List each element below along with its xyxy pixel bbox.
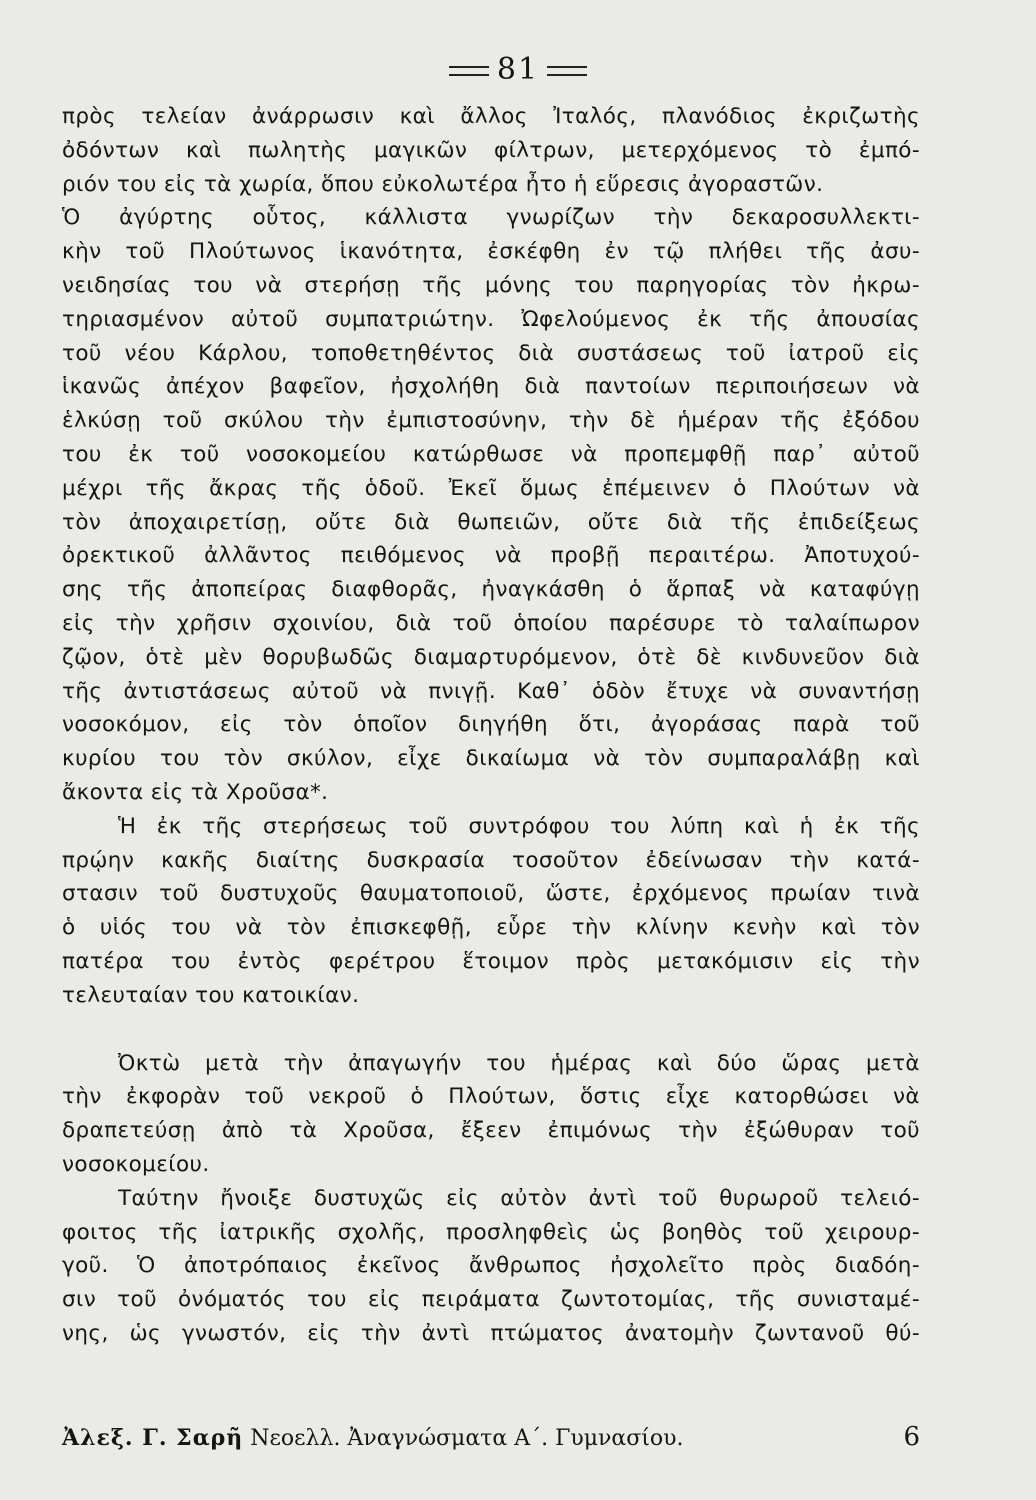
paragraph-gap (62, 1013, 920, 1047)
text-line: μέχρι τῆς ἄκρας τῆς ὁδοῦ. Ἐκεῖ ὅμως ἐπέμεινεν ὁ Πλούτων νὰ (62, 475, 920, 501)
double-rule-right (547, 66, 587, 76)
text-line: τῆς ἀντιστάσεως αὐτοῦ νὰ πνιγῇ. Καθ᾽ ὁδὸν ἔτυχε νὰ συναντήσῃ (62, 678, 920, 704)
text-line: ὀρεκτικοῦ ἀλλᾶντος πειθόμενος νὰ προβῇ περαιτέρω. Ἀποτυχού- (62, 543, 920, 569)
text-line: πρῴην κακῆς διαίτης δυσκρασία τοσοῦτον ἐδείνωσαν τὴν κατά- (62, 847, 920, 873)
text-line: δραπετεύσῃ ἀπὸ τὰ Χροῦσα, ἔξεεν ἐπιμόνως τὴν ἐξώθυραν τοῦ (62, 1118, 920, 1144)
page-footer (62, 1422, 920, 1452)
text-line: ζῷον, ὁτὲ μὲν θορυβωδῶς διαμαρτυρόμενον, ὁτὲ δὲ κινδυνεῦον διὰ (62, 644, 920, 670)
text-line: τηριασμένον αὐτοῦ συμπατριώτην. Ὠφελούμενος ἐκ τῆς ἀπουσίας (62, 306, 920, 332)
text-line: ριόν του εἰς τὰ χωρία, ὅπου εὐκολωτέρα ἦτο ἡ εὕρεσις ἀγοραστῶν. (62, 171, 824, 197)
double-rule-left (449, 66, 489, 76)
text-line: ἱκανῶς ἀπέχον βαφεῖον, ἠσχολήθη διὰ παντοίων περιποιήσεων νὰ (62, 374, 920, 400)
text-line: πατέρα του ἐντὸς φερέτρου ἕτοιμον πρὸς μετακόμισιν εἰς τὴν (62, 948, 920, 974)
text-line: σης τῆς ἀποπείρας διαφθορᾶς, ἠναγκάσθη ὁ ἅρπαξ νὰ καταφύγῃ (62, 577, 920, 603)
text-line: σιν τοῦ ὀνόματός του εἰς πειράματα ζωντοτομίας, τῆς συνισταμέ- (62, 1287, 920, 1313)
text-line: νειδησίας του νὰ στερήσῃ τῆς μόνης του παρηγορίας τὸν ἠκρω- (62, 272, 920, 298)
sheet-number: 6 (903, 1422, 920, 1452)
text-line: νοσοκομείου. (62, 1151, 210, 1177)
text-line: φοιτος τῆς ἰατρικῆς σχολῆς, προσληφθεὶς ὡς βοηθὸς τοῦ χειρουρ- (62, 1219, 920, 1245)
text-line: εἰς τὴν χρῆσιν σχοινίου, διὰ τοῦ ὁποίου παρέσυρε τὸ ταλαίπωρον (62, 610, 920, 636)
text-line: στασιν τοῦ δυστυχοῦς θαυματοποιοῦ, ὥστε, ἐρχόμενος πρωίαν τινὰ (62, 881, 920, 907)
text-line: νης, ὡς γνωστόν, εἰς τὴν ἀντὶ πτώματος ἀνατομὴν ζωντανοῦ θύ- (62, 1320, 920, 1346)
text-line: Ταύτην ἤνοιξε δυστυχῶς εἰς αὐτὸν ἀντὶ τοῦ θυρωροῦ τελειό- (118, 1185, 920, 1211)
text-line: Ἡ ἐκ τῆς στερήσεως τοῦ συντρόφου του λύπη καὶ ἡ ἐκ τῆς (118, 813, 920, 839)
text-line: πρὸς τελείαν ἀνάρρωσιν καὶ ἄλλος Ἰταλός, πλανόδιος ἐκριζωτὴς (62, 104, 920, 129)
page-number-header (0, 52, 1036, 87)
text-line: ὀδόντων καὶ πωλητὴς μαγικῶν φίλτρων, μετερχόμενος τὸ ἐμπό- (62, 137, 920, 163)
text-line: τὴν ἐκφορὰν τοῦ νεκροῦ ὁ Πλούτων, ὅστις εἶχε κατορθώσει νὰ (62, 1084, 920, 1110)
text-line: κὴν τοῦ Πλούτωνος ἱκανότητα, ἐσκέφθη ἐν τῷ πλήθει τῆς ἀσυ- (62, 239, 920, 265)
text-line: ὁ υἱός του νὰ τὸν ἐπισκεφθῇ, εὗρε τὴν κλίνην κενὴν καὶ τὸν (62, 915, 920, 941)
text-line: τὸν ἀποχαιρετίσῃ, οὔτε διὰ θωπειῶν, οὔτε διὰ τῆς ἐπιδείξεως (62, 509, 920, 535)
page-number: 81 (496, 52, 540, 87)
text-line: ἑλκύσῃ τοῦ σκύλου τὴν ἐμπιστοσύνην, τὴν δὲ ἡμέραν τῆς ἐξόδου (62, 408, 920, 434)
text-line: Ὁ ἀγύρτης οὗτος, κάλλιστα γνωρίζων τὴν δεκαροσυλλεκτι- (62, 205, 920, 231)
text-line: τελευταίαν του κατοικίαν. (62, 982, 360, 1008)
text-line: του ἐκ τοῦ νοσοκομείου κατώρθωσε νὰ προπεμφθῇ παρ᾽ αὐτοῦ (62, 441, 920, 467)
body-text (62, 100, 920, 1351)
footer-author: Ἀλεξ. Γ. Σαρῆ (62, 1425, 244, 1451)
text-line: τοῦ νέου Κάρλου, τοποθετηθέντος διὰ συστάσεως τοῦ ἰατροῦ εἰς (62, 340, 920, 366)
footer-title: Νεοελλ. Ἀναγνώσματα Α΄. Γυμνασίου. (250, 1426, 684, 1451)
text-line: Ὀκτὼ μετὰ τὴν ἀπαγωγήν του ἡμέρας καὶ δύο ὥρας μετὰ (118, 1050, 920, 1076)
text-line: κυρίου του τὸν σκύλον, εἶχε δικαίωμα νὰ τὸν συμπαραλάβῃ καὶ (62, 746, 920, 772)
footer-credit (62, 1425, 684, 1451)
text-line: ἄκοντα εἰς τὰ Χροῦσα*. (62, 779, 329, 805)
text-line: νοσοκόμον, εἰς τὸν ὁποῖον διηγήθη ὅτι, ἀγοράσας παρὰ τοῦ (62, 712, 920, 738)
text-line: γοῦ. Ὁ ἀποτρόπαιος ἐκεῖνος ἄνθρωπος ἠσχολεῖτο πρὸς διαδόη- (62, 1253, 920, 1279)
